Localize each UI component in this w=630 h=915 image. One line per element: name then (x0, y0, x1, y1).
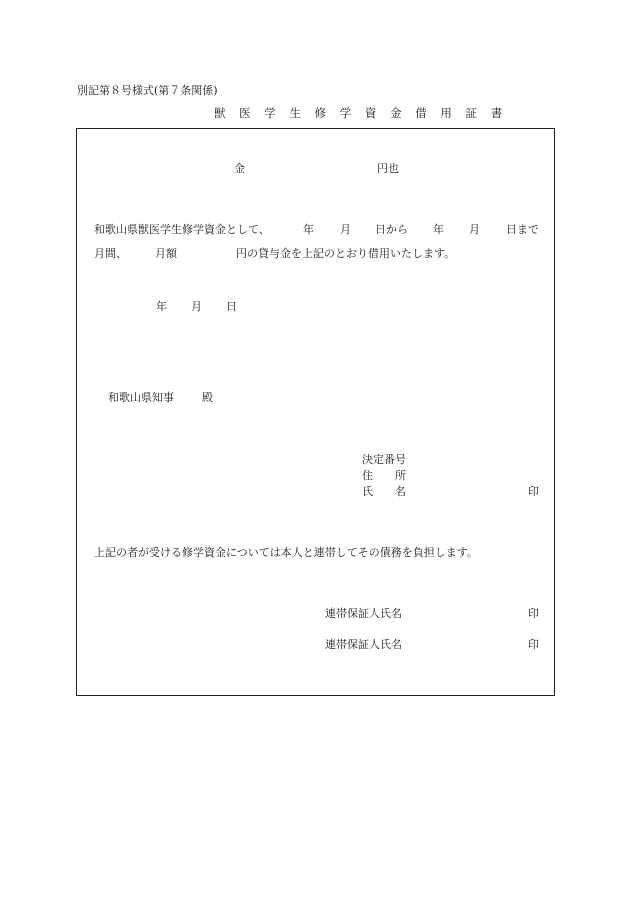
statement-text: 和歌山県獣医学生修学資金として、 (94, 223, 270, 236)
date-day: 日 (226, 300, 237, 313)
decision-number-label: 決定番号 (362, 453, 406, 466)
loan-end-day: 日まで (506, 223, 539, 236)
loan-statement-rest: 円の貸与金を上記のとおり借用いたします。 (236, 247, 456, 260)
form-number-label: 別記第８号様式(第７条関係) (77, 84, 218, 97)
address-label: 住 所 (362, 469, 406, 482)
borrower-name-label: 氏 名 (362, 485, 406, 498)
date-year: 年 (156, 300, 167, 313)
guarantor-1-label: 連帯保証人氏名 (325, 607, 402, 620)
addressee-name: 和歌山県知事 (108, 391, 174, 404)
amount-suffix: 円也 (377, 162, 399, 175)
loan-end-year: 年 (433, 223, 444, 236)
amount-prefix: 金 (234, 162, 245, 175)
loan-start-month: 月 (340, 223, 351, 236)
guarantor-1-seal: 印 (528, 607, 539, 620)
loan-end-month: 月 (469, 223, 480, 236)
guarantee-statement: 上記の者が受ける修学資金については本人と連帯してその債務を負担します。 (94, 546, 478, 559)
guarantor-2-seal: 印 (528, 638, 539, 651)
loan-start-year: 年 (303, 223, 314, 236)
guarantor-2-label: 連帯保証人氏名 (325, 638, 402, 651)
addressee-honorific: 殿 (202, 391, 213, 404)
borrower-seal: 印 (528, 485, 539, 498)
monthly-amount-label: 月額 (155, 247, 177, 260)
date-month: 月 (191, 300, 202, 313)
loan-start-day: 日から (375, 223, 408, 236)
loan-months: 月間、 (94, 247, 127, 260)
certificate-frame (76, 128, 555, 696)
document-title: 獣 医 学 生 修 学 資 金 借 用 証 書 (214, 106, 508, 120)
